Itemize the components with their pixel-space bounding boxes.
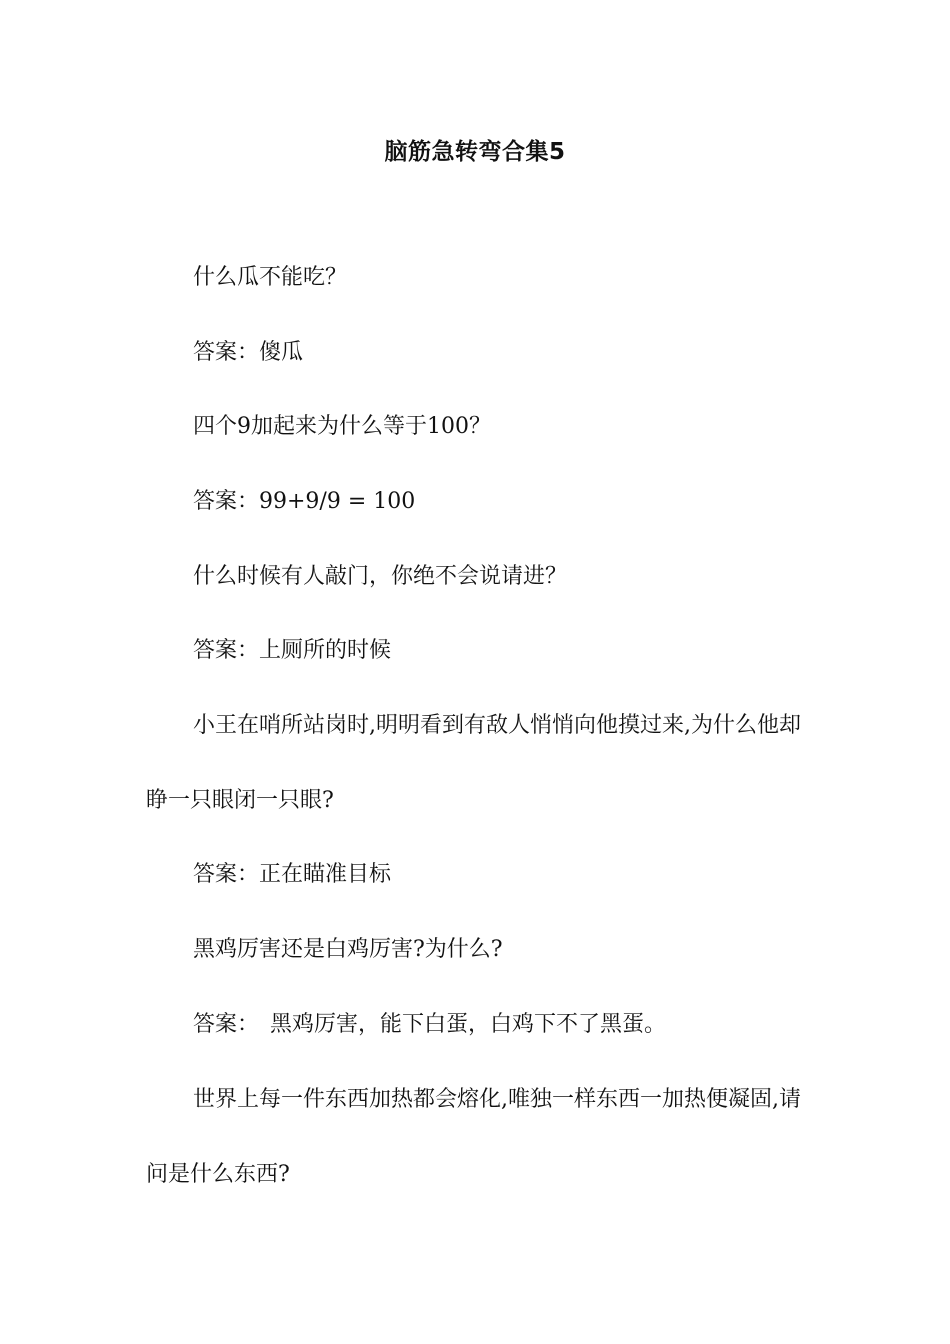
answer-paragraph: 答案：99+9/9 = 100 [193, 489, 416, 514]
question-paragraph: 什么瓜不能吃？ [193, 265, 348, 290]
document-title: 脑筋急转弯合集5 [384, 139, 566, 165]
answer-paragraph: 答案：正在瞄准目标 [193, 862, 392, 887]
answer-paragraph: 答案：傻瓜 [193, 340, 304, 365]
answer-paragraph: 答案：上厕所的时候 [193, 638, 392, 663]
question-paragraph: 什么时候有人敲门，你绝不会说请进？ [193, 564, 568, 589]
question-paragraph: 世界上每一件东西加热都会熔化,唯独一样东西一加热便凝固,请问是什么东西? [146, 1087, 801, 1187]
answer-paragraph: 答案： 黑鸡厉害，能下白蛋，白鸡下不了黑蛋。 [193, 1012, 667, 1037]
question-paragraph: 黑鸡厉害还是白鸡厉害?为什么? [193, 937, 503, 962]
question-paragraph: 四个9加起来为什么等于100？ [193, 414, 491, 439]
question-paragraph: 小王在哨所站岗时,明明看到有敌人悄悄向他摸过来,为什么他却睁一只眼闭一只眼? [146, 713, 801, 813]
